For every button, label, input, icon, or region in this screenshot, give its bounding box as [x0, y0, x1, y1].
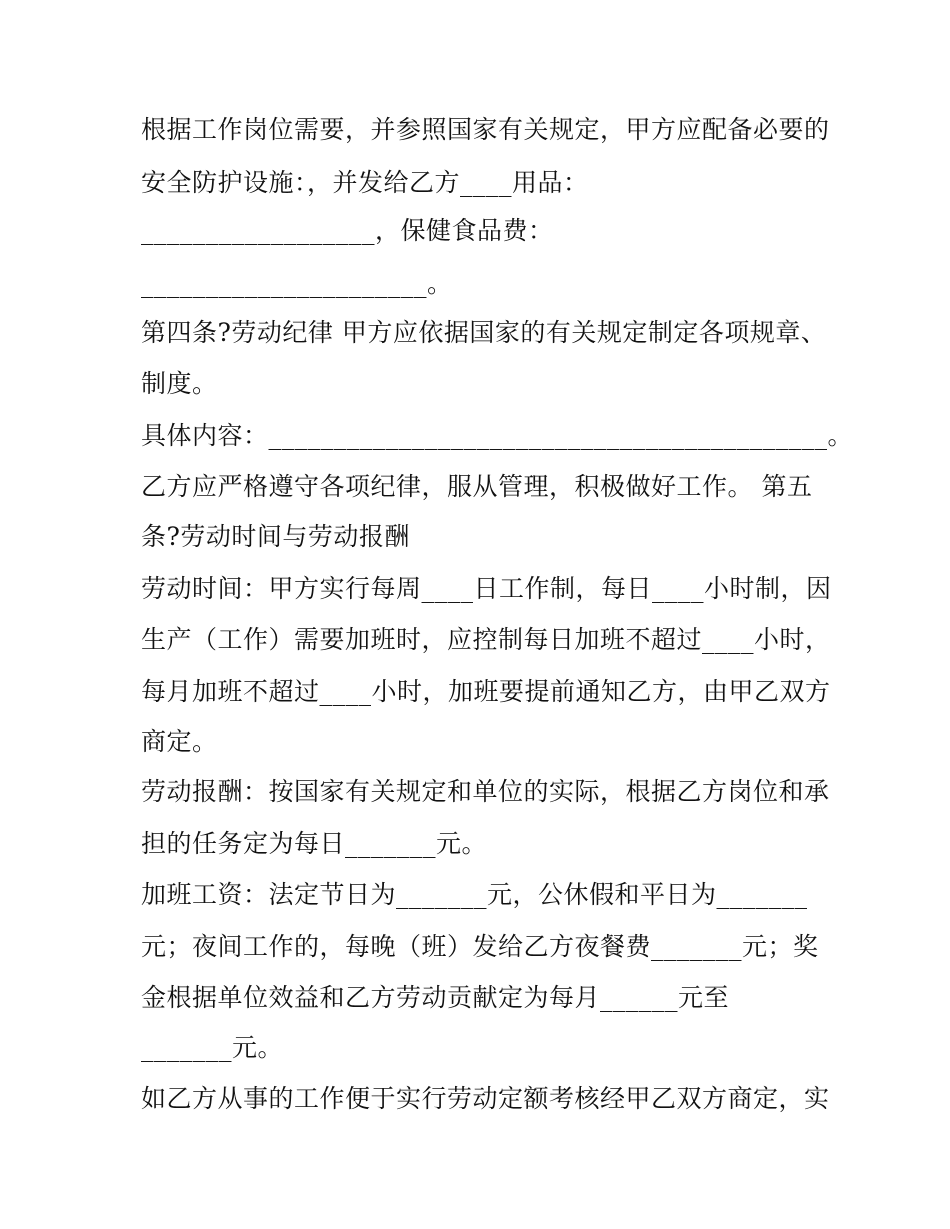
section-five-heading: 乙方应严格遵守各项纪律，服从管理，积极做好工作。 第五: [141, 472, 813, 501]
text-line-17: 元；夜间工作的，每晚（班）发给乙方夜餐费_______元；奖: [141, 932, 819, 961]
text-line-14: 劳动报酬：按国家有关规定和单位的实际，根据乙方岗位和承: [141, 777, 830, 806]
text-line-16: 加班工资：法定节日为_______元，公休假和平日为_______: [141, 880, 808, 909]
text-line-10: 劳动时间：甲方实行每周____日工作制，每日____小时制，因: [141, 574, 832, 603]
text-line-4: ______________________。: [141, 269, 453, 298]
text-line-1: 根据工作岗位需要，并参照国家有关规定，甲方应配备必要的: [141, 115, 830, 144]
text-line-19: _______元。: [141, 1033, 284, 1062]
text-line-20: 如乙方从事的工作便于实行劳动定额考核经甲乙双方商定，实: [141, 1084, 830, 1113]
text-line-2: 安全防护设施：，并发给乙方____用品：: [141, 168, 589, 197]
text-line-7: 具体内容：___________________________________________。: [141, 421, 854, 450]
text-line-9: 条?劳动时间与劳动报酬: [141, 522, 410, 551]
text-line-12: 每月加班不超过____小时，加班要提前通知乙方，由甲乙双方: [141, 677, 831, 706]
text-line-13: 商定。: [141, 727, 218, 756]
text-line-6: 制度。: [141, 369, 218, 398]
text-line-15: 担的任务定为每日_______元。: [141, 829, 488, 858]
text-line-18: 金根据单位效益和乙方劳动贡献定为每月______元至: [141, 983, 730, 1012]
text-line-11: 生产（工作）需要加班时，应控制每日加班不超过____小时，: [141, 625, 831, 654]
section-four-heading: 第四条?劳动纪律 甲方应依据国家的有关规定制定各项规章、: [141, 318, 827, 347]
text-line-3: __________________，保健食品费：: [141, 216, 554, 245]
